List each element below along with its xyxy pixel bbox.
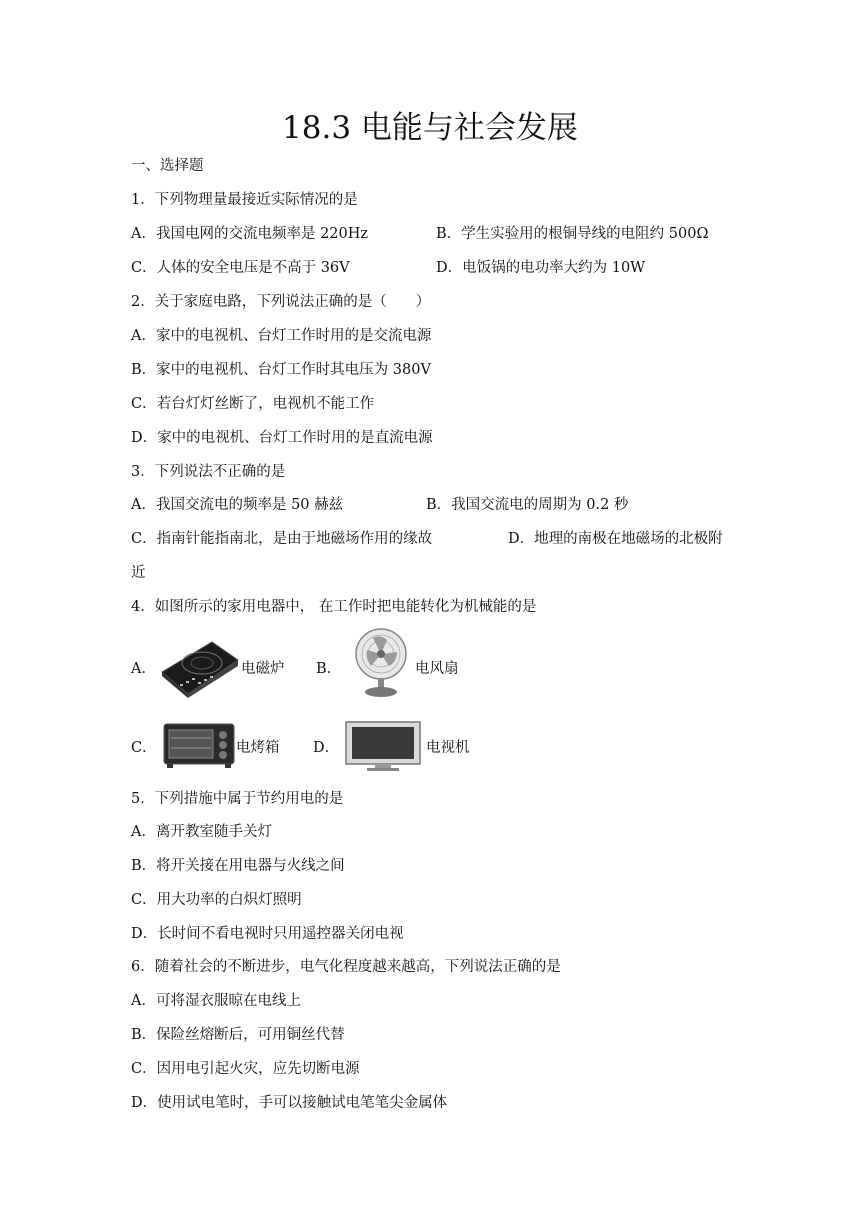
page-title: 18.3 电能与社会发展 [282,110,578,146]
question-4-option-b-label: 电风扇 [415,661,459,677]
question-6-stem: 6．随着社会的不断进步，电气化程度越来越高，下列说法正确的是 [131,959,561,975]
question-2-option-c: C．若台灯灯丝断了，电视机不能工作 [131,396,375,412]
question-2-option-d: D．家中的电视机、台灯工作时用的是直流电源 [131,430,433,446]
question-1-option-c: C．人体的安全电压是不高于 36V [131,260,350,276]
question-4-option-c-letter: C． [131,740,157,756]
television-image [345,721,421,775]
electric-fan-image [353,628,409,702]
question-5-stem: 5．下列措施中属于节约用电的是 [131,791,344,807]
question-4-option-c-label: 电烤箱 [236,740,280,756]
question-4-option-b-letter: B． [316,661,342,677]
question-3-option-a: A．我国交流电的频率是 50 赫兹 [131,497,344,513]
question-5-option-d: D．长时间不看电视时只用遥控器关闭电视 [131,926,404,942]
question-1-option-a: A．我国电网的交流电频率是 220Hz [131,226,369,242]
question-3-option-b: B．我国交流电的周期为 0.2 秒 [426,497,629,513]
question-3-option-d: D．地理的南极在地磁场的北极附 [508,531,723,547]
section-heading: 一、选择题 [131,158,204,174]
question-6-option-a: A．可将湿衣服晾在电线上 [131,993,301,1009]
question-3-option-d-continued: 近 [131,565,146,581]
question-5-option-c: C．用大功率的白炽灯照明 [131,892,302,908]
question-2-option-a: A．家中的电视机、台灯工作时用的是交流电源 [131,328,432,344]
question-3-option-c: C．指南针能指南北，是由于地磁场作用的缘故 [131,531,433,547]
question-6-option-b: B．保险丝熔断后，可用铜丝代替 [131,1027,345,1043]
question-3-stem: 3．下列说法不正确的是 [131,464,286,480]
question-6-option-d: D．使用试电笔时，手可以接触试电笔笔尖金属体 [131,1095,448,1111]
induction-cooker-image [158,636,240,702]
question-4-stem: 4．如图所示的家用电器中， 在工作时把电能转化为机械能的是 [131,599,537,615]
question-4-option-d-label: 电视机 [426,740,470,756]
question-5-option-a: A．离开教室随手关灯 [131,824,272,840]
question-4-option-a-letter: A． [131,661,156,677]
question-4-option-a-label: 电磁炉 [241,661,285,677]
question-2-stem: 2．关于家庭电路，下列说法正确的是（ ） [131,294,431,310]
question-6-option-c: C．因用电引起火灾，应先切断电源 [131,1061,360,1077]
question-1-stem: 1．下列物理量最接近实际情况的是 [131,192,358,208]
question-5-option-b: B．将开关接在用电器与火线之间 [131,858,345,874]
question-2-option-b: B．家中的电视机、台灯工作时其电压为 380V [131,362,431,378]
electric-oven-image [163,722,235,774]
question-1-option-d: D．电饭锅的电功率大约为 10W [436,260,646,276]
question-1-option-b: B．学生实验用的根铜导线的电阻约 500Ω [436,226,709,242]
question-4-option-d-letter: D． [313,740,340,756]
